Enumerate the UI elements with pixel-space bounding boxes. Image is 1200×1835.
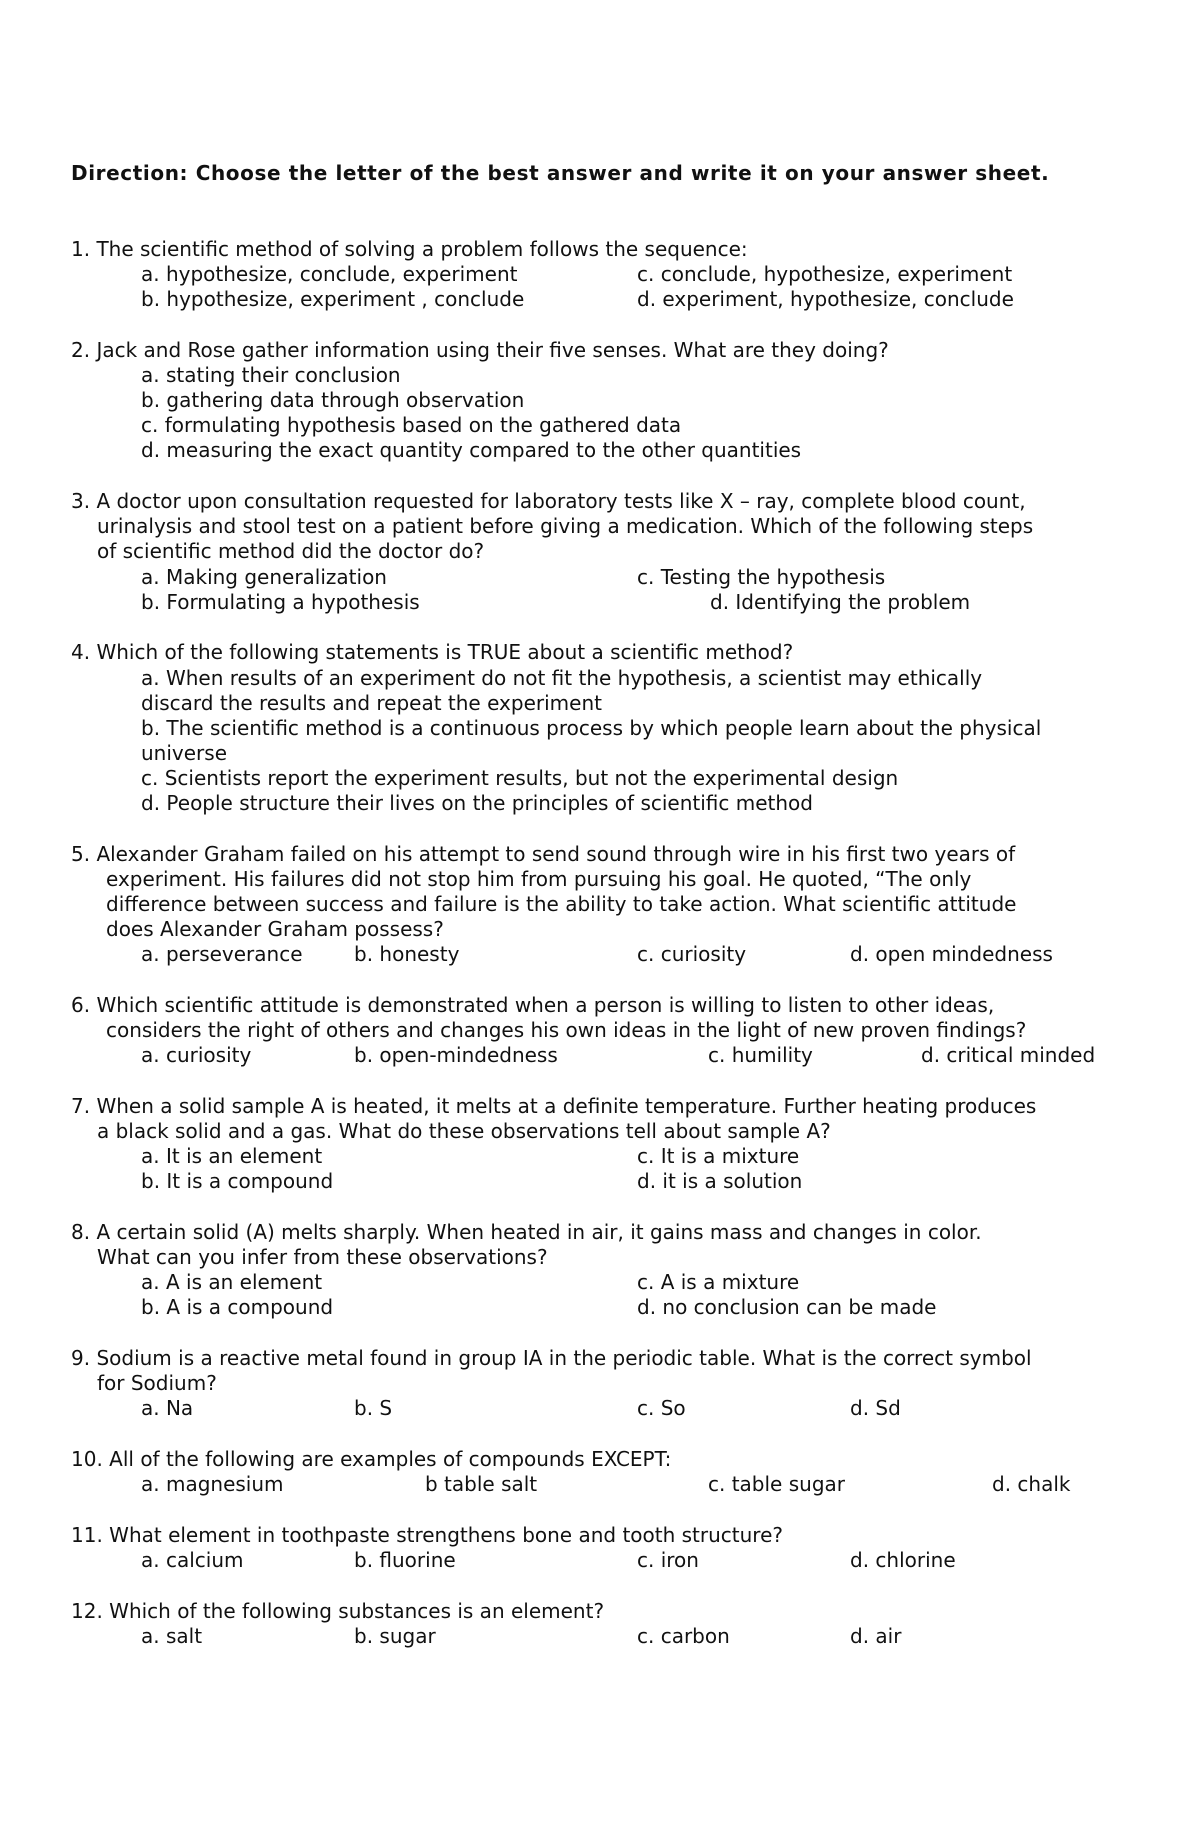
q2-option-d: d. measuring the exact quantity compared to the other quantities bbox=[141, 438, 802, 462]
q8-option-b: b. A is a compound bbox=[141, 1295, 334, 1319]
q3-option-c: c. Testing the hypothesis bbox=[637, 565, 886, 589]
question-5-stem-line-3: difference between success and failure is the ability to take action. What scientific attitude bbox=[106, 892, 1017, 916]
q7-option-c: c. It is a mixture bbox=[637, 1144, 800, 1168]
q6-option-a: a. curiosity bbox=[141, 1043, 252, 1067]
question-6-stem-line-2: considers the right of others and changes his own ideas in the light of new proven findings? bbox=[106, 1018, 1027, 1042]
question-9-stem-line-2: for Sodium? bbox=[97, 1371, 217, 1395]
question-9-stem-line-1: 9. Sodium is a reactive metal found in group IA in the periodic table. What is the correct symbol bbox=[71, 1346, 1032, 1370]
question-11-stem: 11. What element in toothpaste strengthens bone and tooth structure? bbox=[71, 1523, 784, 1547]
q5-option-c: c. curiosity bbox=[637, 942, 747, 966]
q8-option-d: d. no conclusion can be made bbox=[637, 1295, 937, 1319]
q5-option-d: d. open mindedness bbox=[850, 942, 1053, 966]
q1-option-a: a. hypothesize, conclude, experiment bbox=[141, 262, 518, 286]
q11-option-c: c. iron bbox=[637, 1548, 699, 1572]
question-5-stem-line-2: experiment. His failures did not stop him from pursuing his goal. He quoted, “The only bbox=[106, 867, 972, 891]
question-1-stem: 1. The scientific method of solving a problem follows the sequence: bbox=[71, 237, 748, 261]
question-5-stem-line-4: does Alexander Graham possess? bbox=[106, 917, 444, 941]
q9-option-c: c. So bbox=[637, 1396, 686, 1420]
question-7-stem-line-1: 7. When a solid sample A is heated, it melts at a definite temperature. Further heating produces bbox=[71, 1094, 1037, 1118]
question-10-stem: 10. All of the following are examples of compounds EXCEPT: bbox=[71, 1447, 672, 1471]
question-8-stem-line-1: 8. A certain solid (A) melts sharply. When heated in air, it gains mass and changes in color. bbox=[71, 1220, 982, 1244]
q12-option-c: c. carbon bbox=[637, 1624, 730, 1648]
q1-option-b: b. hypothesize, experiment , conclude bbox=[141, 287, 525, 311]
q2-option-c: c. formulating hypothesis based on the gathered data bbox=[141, 413, 682, 437]
q7-option-b: b. It is a compound bbox=[141, 1169, 334, 1193]
q10-option-c: c. table sugar bbox=[708, 1472, 845, 1496]
q7-option-d: d. it is a solution bbox=[637, 1169, 803, 1193]
direction-text: Direction: Choose the letter of the best answer and write it on your answer sheet. bbox=[71, 161, 1050, 185]
q4-option-b-line-2: universe bbox=[141, 741, 227, 765]
q8-option-a: a. A is an element bbox=[141, 1270, 323, 1294]
q11-option-a: a. calcium bbox=[141, 1548, 244, 1572]
q11-option-d: d. chlorine bbox=[850, 1548, 956, 1572]
q3-option-a: a. Making generalization bbox=[141, 565, 387, 589]
q9-option-d: d. Sd bbox=[850, 1396, 901, 1420]
q4-option-c: c. Scientists report the experiment results, but not the experimental design bbox=[141, 766, 899, 790]
question-7-stem-line-2: a black solid and a gas. What do these observations tell about sample A? bbox=[97, 1119, 831, 1143]
question-4-stem: 4. Which of the following statements is TRUE about a scientific method? bbox=[71, 640, 794, 664]
question-3-stem-line-1: 3. A doctor upon consultation requested for laboratory tests like X – ray, complete blood count, bbox=[71, 489, 1026, 513]
q6-option-b: b. open-mindedness bbox=[354, 1043, 558, 1067]
question-6-stem-line-1: 6. Which scientific attitude is demonstrated when a person is willing to listen to other ideas, bbox=[71, 993, 995, 1017]
q1-option-c: c. conclude, hypothesize, experiment bbox=[637, 262, 1013, 286]
q10-option-a: a. magnesium bbox=[141, 1472, 284, 1496]
q12-option-a: a. salt bbox=[141, 1624, 203, 1648]
q8-option-c: c. A is a mixture bbox=[637, 1270, 800, 1294]
q2-option-a: a. stating their conclusion bbox=[141, 363, 401, 387]
q12-option-d: d. air bbox=[850, 1624, 902, 1648]
q12-option-b: b. sugar bbox=[354, 1624, 436, 1648]
q7-option-a: a. It is an element bbox=[141, 1144, 323, 1168]
q4-option-d: d. People structure their lives on the principles of scientific method bbox=[141, 791, 813, 815]
question-3-stem-line-3: of scientific method did the doctor do? bbox=[97, 539, 485, 563]
question-8-stem-line-2: What can you infer from these observations? bbox=[97, 1245, 548, 1269]
question-5-stem-line-1: 5. Alexander Graham failed on his attempt to send sound through wire in his first two years of bbox=[71, 842, 1016, 866]
q1-option-d: d. experiment, hypothesize, conclude bbox=[637, 287, 1014, 311]
q9-option-a: a. Na bbox=[141, 1396, 194, 1420]
q9-option-b: b. S bbox=[354, 1396, 393, 1420]
q10-option-d: d. chalk bbox=[992, 1472, 1071, 1496]
question-12-stem: 12. Which of the following substances is an element? bbox=[71, 1599, 605, 1623]
q4-option-b-line-1: b. The scientific method is a continuous process by which people learn about the physical bbox=[141, 716, 1042, 740]
q3-option-b: b. Formulating a hypothesis bbox=[141, 590, 420, 614]
q6-option-c: c. humility bbox=[708, 1043, 813, 1067]
q5-option-b: b. honesty bbox=[354, 942, 460, 966]
question-2-stem: 2. Jack and Rose gather information using their five senses. What are they doing? bbox=[71, 338, 889, 362]
q4-option-a-line-2: discard the results and repeat the experiment bbox=[141, 691, 602, 715]
q2-option-b: b. gathering data through observation bbox=[141, 388, 525, 412]
q11-option-b: b. fluorine bbox=[354, 1548, 456, 1572]
q3-option-d: d. Identifying the problem bbox=[710, 590, 971, 614]
q5-option-a: a. perseverance bbox=[141, 942, 303, 966]
q4-option-a-line-1: a. When results of an experiment do not fit the hypothesis, a scientist may ethically bbox=[141, 666, 983, 690]
q6-option-d: d. critical minded bbox=[921, 1043, 1096, 1067]
q10-option-b: b table salt bbox=[425, 1472, 538, 1496]
question-3-stem-line-2: urinalysis and stool test on a patient before giving a medication. Which of the following steps bbox=[97, 514, 1034, 538]
